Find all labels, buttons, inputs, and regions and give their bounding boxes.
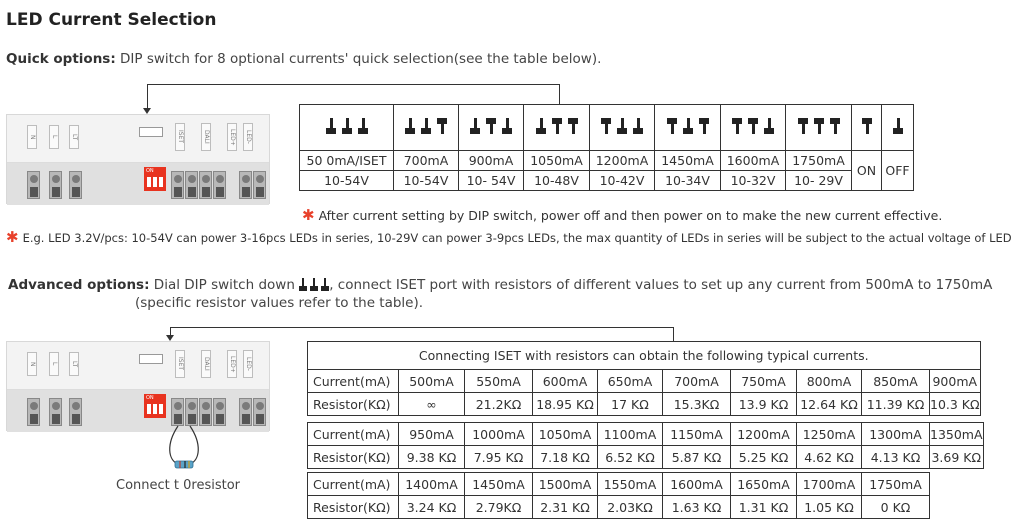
current-cell: 1050mA	[524, 151, 590, 171]
resistor-value-cell: 13.9 KΩ	[731, 393, 797, 416]
row-label-current: Current(mA)	[308, 370, 399, 393]
off-state-cell	[882, 105, 914, 151]
resistor-value-cell: 3.69 KΩ	[930, 446, 984, 469]
note-example: ✱ E.g. LED 3.2V/pcs: 10-54V can power 3-16pcs LEDs in series, 10-29V can power 3-9pcs LEDs, the max quantity of LEDs in series will be subject to the actual voltage of LED	[6, 228, 1012, 246]
connector-line	[147, 84, 148, 110]
current-value-cell: 700mA	[663, 370, 731, 393]
current-value-cell: 1600mA	[663, 473, 731, 496]
on-state-cell	[852, 105, 882, 151]
resistor-value-cell: 1.63 KΩ	[663, 496, 731, 519]
driver-illustration-bottom	[6, 341, 270, 431]
dip-down-icon	[299, 278, 329, 291]
terminal-block	[213, 398, 226, 426]
terminal-label-n: N	[27, 352, 37, 376]
dip-state-cell	[300, 105, 394, 151]
terminal-block	[199, 171, 212, 199]
voltage-cell: 10-54V	[300, 171, 394, 191]
row-label-resistor: Resistor(KΩ)	[308, 393, 399, 416]
dip-switch-icon	[536, 118, 578, 134]
terminal-block	[69, 398, 82, 426]
terminal-label-l: L	[49, 352, 59, 376]
advanced-options-label: Advanced options:	[8, 277, 150, 293]
led-minus-label: LED-	[243, 123, 253, 151]
asterisk-icon: ✱	[302, 206, 315, 224]
resistor-table-caption: Connecting ISET with resistors can obtain the following typical currents.	[308, 342, 981, 370]
current-cell: 50 0mA/ISET	[300, 151, 394, 171]
dip-state-cell	[524, 105, 590, 151]
dip-switch-red: ON	[144, 394, 166, 418]
current-value-cell: 1250mA	[797, 423, 862, 446]
resistor-table-3	[307, 472, 930, 519]
resistor-value-cell: 17 KΩ	[598, 393, 663, 416]
quick-options-text: DIP switch for 8 optional currents' quick selection(see the table below).	[120, 51, 602, 67]
current-value-cell: 1350mA	[930, 423, 984, 446]
terminal-label-n: N	[27, 125, 37, 149]
resistor-value-cell: 11.39 KΩ	[862, 393, 930, 416]
current-value-cell: 1200mA	[731, 423, 797, 446]
connector-line	[147, 84, 559, 85]
terminal-block	[27, 171, 40, 199]
dip-switch-icon	[667, 118, 709, 134]
current-value-cell: 1150mA	[663, 423, 731, 446]
connector-line	[559, 84, 560, 104]
terminal-label-lt: LT	[69, 125, 79, 149]
connector-line	[170, 327, 673, 328]
resistor-value-cell: 7.95 KΩ	[465, 446, 533, 469]
terminal-block	[213, 171, 226, 199]
resistor-value-cell: 0 KΩ	[862, 496, 930, 519]
led-minus-label: LED-	[243, 350, 253, 378]
terminal-block	[69, 171, 82, 199]
resistor-value-cell: 3.24 KΩ	[399, 496, 465, 519]
current-cell: 1200mA	[590, 151, 655, 171]
resistor-value-cell: 12.64 KΩ	[797, 393, 862, 416]
current-value-cell: 850mA	[862, 370, 930, 393]
voltage-cell: 10-32V	[721, 171, 786, 191]
current-value-cell: 1000mA	[465, 423, 533, 446]
dip-state-cell	[786, 105, 852, 151]
dip-switch-icon	[732, 118, 774, 134]
resistor-value-cell: 5.87 KΩ	[663, 446, 731, 469]
resistor-value-cell: 1.31 KΩ	[731, 496, 797, 519]
dip-state-cell	[590, 105, 655, 151]
dip-switch-icon	[326, 118, 368, 134]
dip-state-cell	[721, 105, 786, 151]
resistor-value-cell: ∞	[399, 393, 465, 416]
current-cell: 1450mA	[655, 151, 721, 171]
resistor-value-cell: 7.18 KΩ	[533, 446, 598, 469]
row-label-resistor: Resistor(KΩ)	[308, 496, 399, 519]
terminal-block	[199, 398, 212, 426]
connector-line	[673, 327, 674, 341]
resistor-value-cell: 9.38 KΩ	[399, 446, 465, 469]
current-value-cell: 1500mA	[533, 473, 598, 496]
current-value-cell: 650mA	[598, 370, 663, 393]
terminal-block	[185, 171, 198, 199]
resistor-value-cell: 15.3KΩ	[663, 393, 731, 416]
resistor-value-cell: 21.2KΩ	[465, 393, 533, 416]
off-label: OFF	[882, 151, 914, 191]
resistor-value-cell: 10.3 KΩ	[930, 393, 981, 416]
terminal-block	[49, 398, 62, 426]
terminal-block	[239, 171, 252, 199]
voltage-cell: 10- 54V	[459, 171, 524, 191]
iset-label: ISET	[175, 350, 185, 378]
iset-label: ISET	[175, 123, 185, 151]
dip-state-cell	[459, 105, 524, 151]
resistor-table-2	[307, 422, 984, 469]
current-value-cell: 750mA	[731, 370, 797, 393]
current-value-cell: 800mA	[797, 370, 862, 393]
connect-resistor-caption: Connect t 0resistor	[116, 478, 240, 493]
section-title: LED Current Selection	[6, 10, 217, 30]
dip-up-icon	[862, 118, 872, 134]
on-label: ON	[852, 151, 882, 191]
current-value-cell: 550mA	[465, 370, 533, 393]
dip-indicator	[139, 127, 163, 137]
current-value-cell: 1100mA	[598, 423, 663, 446]
driver-illustration-top	[6, 114, 270, 204]
row-label-current: Current(mA)	[308, 473, 399, 496]
voltage-cell: 10-42V	[590, 171, 655, 191]
current-value-cell: 500mA	[399, 370, 465, 393]
terminal-block	[253, 398, 266, 426]
dip-switch-table	[299, 104, 914, 191]
current-value-cell: 1550mA	[598, 473, 663, 496]
arrow-icon	[143, 108, 151, 114]
current-value-cell: 1400mA	[399, 473, 465, 496]
dip-state-cell	[394, 105, 459, 151]
current-cell: 700mA	[394, 151, 459, 171]
quick-options-paragraph	[6, 50, 601, 68]
dip-state-cell	[655, 105, 721, 151]
voltage-cell: 10-48V	[524, 171, 590, 191]
current-value-cell: 1750mA	[862, 473, 930, 496]
resistor-value-cell: 2.79KΩ	[465, 496, 533, 519]
current-cell: 1600mA	[721, 151, 786, 171]
terminal-block	[185, 398, 198, 426]
resistor-value-cell: 1.05 KΩ	[797, 496, 862, 519]
current-value-cell: 1300mA	[862, 423, 930, 446]
current-value-cell: 1050mA	[533, 423, 598, 446]
terminal-block	[171, 398, 184, 426]
resistor-icon	[160, 424, 210, 472]
resistor-value-cell: 18.95 KΩ	[533, 393, 598, 416]
resistor-value-cell: 2.03KΩ	[598, 496, 663, 519]
current-value-cell: 1450mA	[465, 473, 533, 496]
resistor-value-cell: 6.52 KΩ	[598, 446, 663, 469]
current-cell: 1750mA	[786, 151, 852, 171]
resistor-value-cell: 2.31 KΩ	[533, 496, 598, 519]
dip-down-icon	[893, 118, 903, 134]
terminal-label-l: L	[49, 125, 59, 149]
current-value-cell: 600mA	[533, 370, 598, 393]
quick-options-label: Quick options:	[6, 51, 116, 67]
terminal-block	[27, 398, 40, 426]
resistor-value-cell: 5.25 KΩ	[731, 446, 797, 469]
current-value-cell: 1700mA	[797, 473, 862, 496]
advanced-options-paragraph: Advanced options: Dial DIP switch down , connect ISET port with resistors of different values to set up any current from 500mA to 1750mA	[8, 277, 993, 293]
terminal-block	[239, 398, 252, 426]
asterisk-icon: ✱	[6, 228, 19, 246]
terminal-block	[49, 171, 62, 199]
row-label-current: Current(mA)	[308, 423, 399, 446]
led-plus-label: LED+	[227, 123, 237, 151]
resistor-value-cell: 4.62 KΩ	[797, 446, 862, 469]
resistor-value-cell: 4.13 KΩ	[862, 446, 930, 469]
current-value-cell: 1650mA	[731, 473, 797, 496]
terminal-block	[253, 171, 266, 199]
arrow-icon	[166, 335, 174, 341]
voltage-cell: 10-54V	[394, 171, 459, 191]
dip-switch-red: ON	[144, 167, 166, 191]
resistor-table-1	[307, 341, 981, 416]
current-value-cell: 900mA	[930, 370, 981, 393]
row-label-resistor: Resistor(KΩ)	[308, 446, 399, 469]
advanced-options-paragraph-2: (specific resistor values refer to the table).	[135, 295, 424, 311]
voltage-cell: 10-34V	[655, 171, 721, 191]
terminal-label-lt: LT	[69, 352, 79, 376]
dip-switch-icon	[470, 118, 512, 134]
dip-switch-icon	[405, 118, 447, 134]
dip-switch-icon	[601, 118, 643, 134]
led-plus-label: LED+	[227, 350, 237, 378]
note-power-cycle: ✱ After current setting by DIP switch, power off and then power on to make the new current effective.	[302, 206, 943, 224]
current-cell: 900mA	[459, 151, 524, 171]
dali-label: DALI	[201, 350, 211, 378]
current-value-cell: 950mA	[399, 423, 465, 446]
dip-indicator	[139, 354, 163, 364]
voltage-cell: 10- 29V	[786, 171, 852, 191]
dip-switch-icon	[798, 118, 840, 134]
dali-label: DALI	[201, 123, 211, 151]
terminal-block	[171, 171, 184, 199]
